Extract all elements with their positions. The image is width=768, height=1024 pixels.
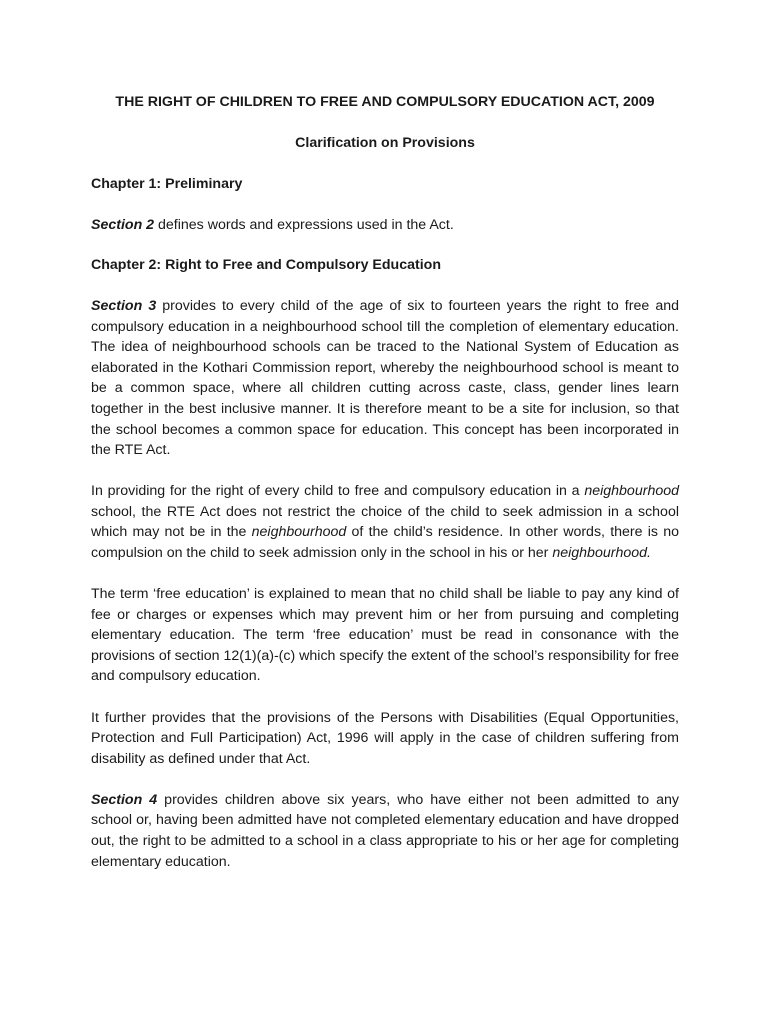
neighbourhood-text-1: In providing for the right of every child to free and compulsory education in a [91,483,585,500]
section-2-ref: Section 2 [91,216,155,233]
section-2-text: defines words and expressions used in the Act. [154,216,454,233]
free-education-paragraph: The term ‘free education’ is explained to mean that no child shall be liable to pay any kind of fee or charges or expenses which may prevent him or her from pursuing and completing elementary education. The term ‘free education’ must be read in consonance with the provisions of section 12(1)(a)-(c) which specify the extent of the school’s responsibility for free and compulsory education. [91,586,679,685]
section-4-text: provides children above six years, who have either not been admitted to any school or, having been admitted have not completed elementary education and have dropped out, the right to be admitted to a school in a class appropriate to his or her age for completing elementary education. [91,791,679,870]
neighbourhood-emphasis-1: neighbourhood [584,483,679,500]
section-4-paragraph [91,790,679,872]
section-3-paragraph [91,296,679,461]
chapter-1-heading: Chapter 1: Preliminary [91,176,243,193]
section-3-ref: Section 3 [91,297,157,314]
neighbourhood-emphasis-2: neighbourhood [251,524,347,541]
section-2-paragraph [91,215,679,236]
neighbourhood-text-3: of the child’s residence. In other words, there is no compulsion on the child to seek admission only in the school in his or her [91,524,680,561]
chapter-2-heading: Chapter 2: Right to Free and Compulsory Education [91,257,441,274]
document-subtitle: Clarification on Provisions [295,134,475,151]
neighbourhood-text-2: school, the RTE Act does not restrict the choice of the child to seek admission in a school which may not be in the [91,503,679,541]
section-3-text: provides to every child of the age of six to fourteen years the right to free and compulsory education in a neighbourhood school till the completion of elementary education. The idea of neighbourhood schools can be traced to the National System of Education as elaborated in the Kothari Commission report, whereby the neighbourhood school is meant to be a common space, where all children cutting across caste, class, gender lines learn together in the best inclusive manner. It is therefore meant to be a site for inclusion, so that the school becomes a common space for education. This concept has been incorporated in the RTE Act. [91,297,679,459]
neighbourhood-paragraph [91,481,679,563]
disabilities-paragraph: It further provides that the provisions of the Persons with Disabilities (Equal Opportunities, Protection and Full Participation) Act, 1996 will apply in the case of children suffering from disability as defined under that Act. [91,709,679,767]
neighbourhood-emphasis-3: neighbourhood. [552,545,651,561]
document-title: THE RIGHT OF CHILDREN TO FREE AND COMPULSORY EDUCATION ACT, 2009 [115,94,655,110]
document-page [91,92,679,893]
section-4-ref: Section 4 [91,791,158,808]
